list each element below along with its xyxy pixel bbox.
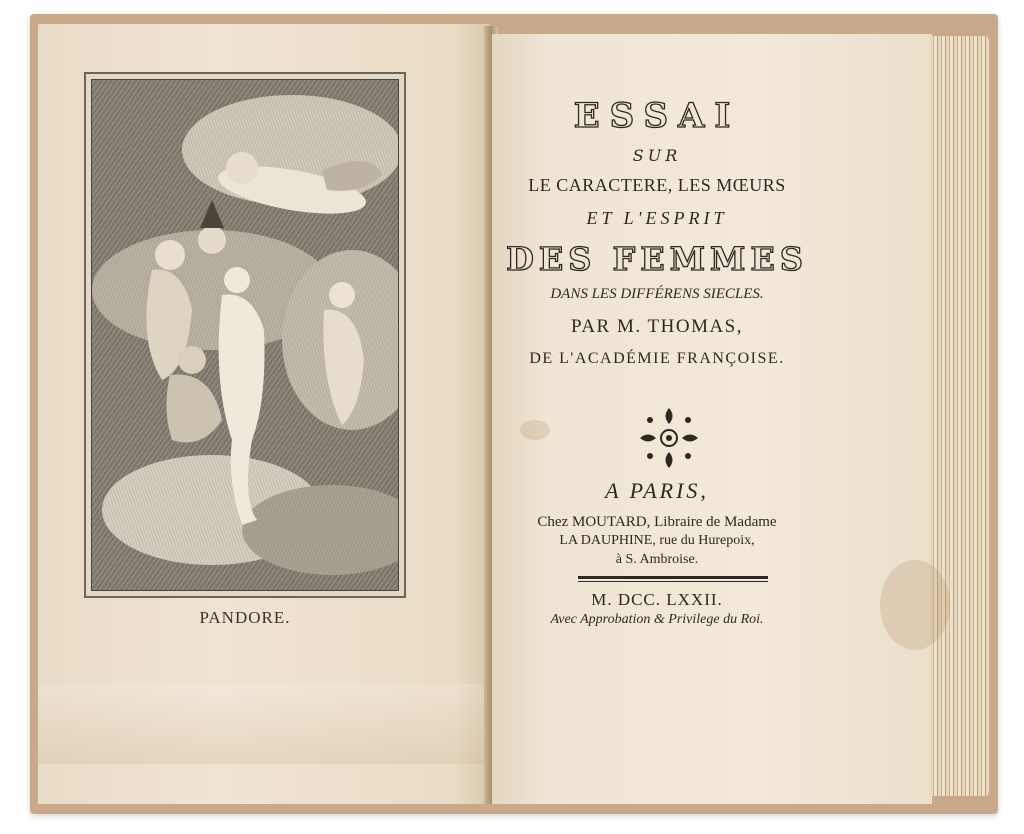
privilege-line: Avec Approbation & Privilege du Roi. — [550, 612, 764, 627]
engraving-illustration — [92, 80, 398, 590]
page-discoloration — [38, 684, 490, 764]
foxing-stain — [880, 560, 950, 650]
double-rule-thin — [578, 581, 768, 582]
engraving-plate — [84, 72, 406, 598]
author-line: PAR M. THOMAS, — [571, 316, 743, 337]
title-caractere: LE CARACTERE, LES MŒURS — [528, 175, 786, 195]
imprint-sign: à S. Ambroise. — [615, 552, 699, 567]
title-sur: SUR — [632, 146, 682, 165]
double-rule — [578, 576, 768, 579]
page-edges — [930, 36, 990, 796]
title-des-femmes: DES FEMMES — [506, 240, 808, 278]
title-siecles: DANS LES DIFFÉRENS SIECLES. — [550, 286, 764, 302]
foxing-stain — [520, 420, 550, 440]
engraving-caption: PANDORE. — [199, 608, 291, 627]
fleuron-ornament-icon — [636, 404, 702, 472]
imprint-city: A PARIS, — [605, 478, 709, 503]
title-esprit: ET L'ESPRIT — [586, 208, 728, 228]
publication-date: M. DCC. LXXII. — [591, 590, 723, 609]
author-affiliation: DE L'ACADÉMIE FRANÇOISE. — [529, 350, 785, 367]
engraving-image — [91, 79, 399, 591]
imprint-publisher: Chez MOUTARD, Libraire de Madame — [537, 514, 777, 530]
title-essai: ESSAI — [573, 96, 741, 136]
imprint-address: LA DAUPHINE, rue du Hurepoix, — [559, 533, 755, 548]
